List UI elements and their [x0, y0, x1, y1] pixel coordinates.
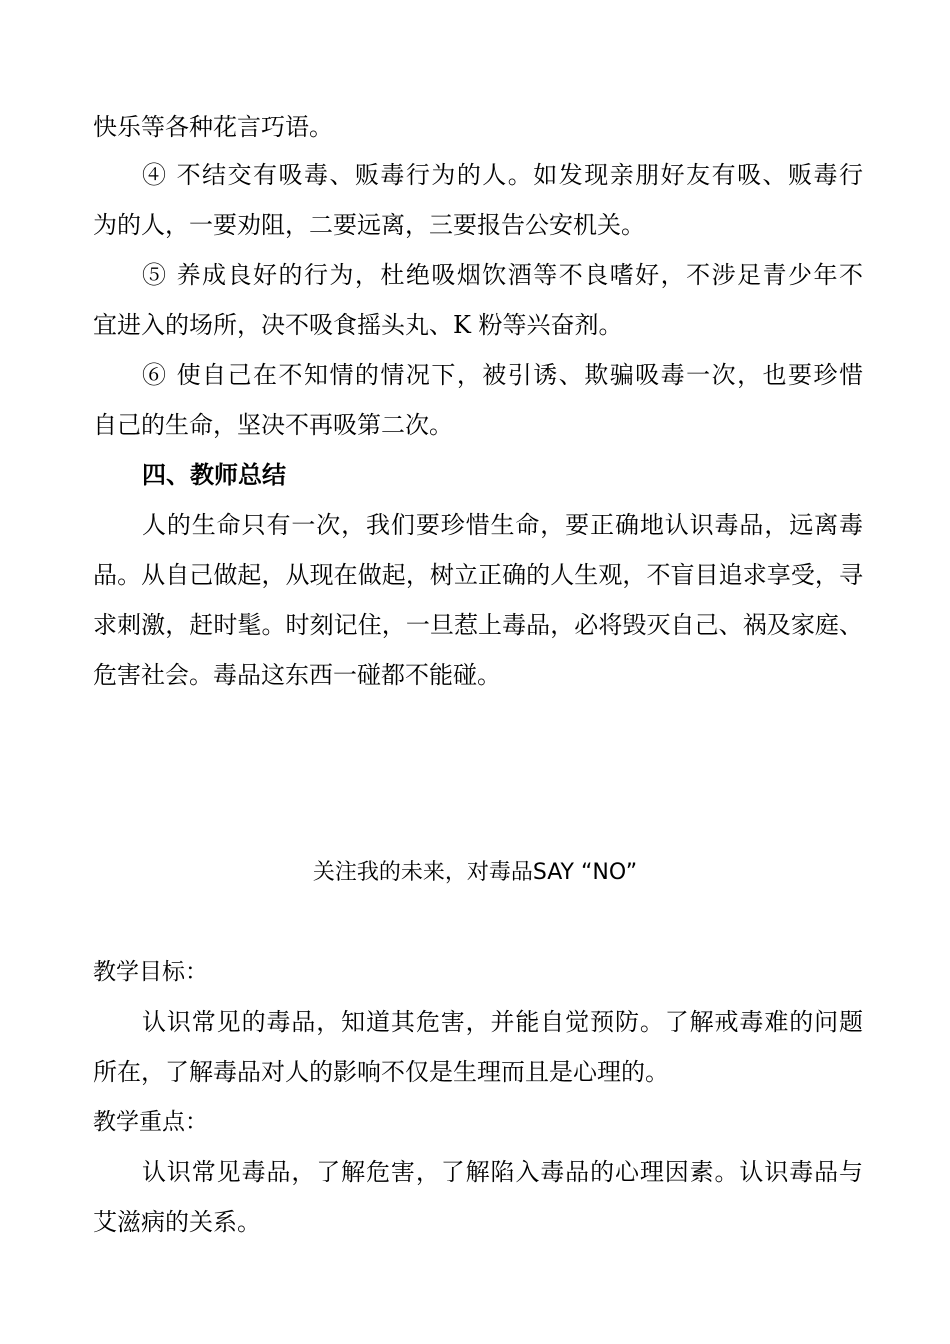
tip-item-6-line: ⑥ 使自己在不知情的情况下，被引诱、欺骗吸毒一次，也要珍惜 — [142, 361, 863, 389]
tip-item-5-line: ⑤ 养成良好的行为，杜绝吸烟饮酒等不良嗜好，不涉足青少年不 — [142, 261, 863, 289]
paragraph-line: 快乐等各种花言巧语。 — [93, 113, 333, 141]
tip-item-4-line: ④ 不结交有吸毒、贩毒行为的人。如发现亲朋好友有吸、贩毒行 — [142, 161, 863, 189]
tip-item-4-line: 为的人，一要劝阻，二要远离，三要报告公安机关。 — [93, 211, 645, 239]
key-points-heading: 教学重点： — [93, 1109, 208, 1135]
key-points-line: 认识常见毒品，了解危害，了解陷入毒品的心理因素。认识毒品与 — [142, 1158, 863, 1186]
section-heading-teacher-summary: 四、教师总结 — [142, 460, 286, 489]
tip-item-6-line: 自己的生命，坚决不再吸第二次。 — [93, 411, 453, 439]
summary-line: 危害社会。毒品这东西一碰都不能碰。 — [93, 661, 501, 689]
summary-line: 品。从自己做起，从现在做起，树立正确的人生观，不盲目追求享受，寻 — [93, 561, 863, 589]
lesson-title: 关注我的未来，对毒品SAY “NO” — [312, 860, 638, 885]
tip-item-5-line: 宜进入的场所，决不吸食摇头丸、K 粉等兴奋剂。 — [93, 311, 623, 339]
goals-heading: 教学目标： — [93, 959, 208, 985]
summary-line: 求刺激，赶时髦。时刻记住，一旦惹上毒品，必将毁灭自己、祸及家庭、 — [93, 611, 863, 639]
key-points-line: 艾滋病的关系。 — [93, 1208, 261, 1236]
goals-line: 所在，了解毒品对人的影响不仅是生理而且是心理的。 — [93, 1058, 669, 1086]
goals-line: 认识常见的毒品，知道其危害，并能自觉预防。了解戒毒难的问题 — [142, 1008, 863, 1036]
summary-line: 人的生命只有一次，我们要珍惜生命，要正确地认识毒品，远离毒 — [142, 511, 863, 539]
